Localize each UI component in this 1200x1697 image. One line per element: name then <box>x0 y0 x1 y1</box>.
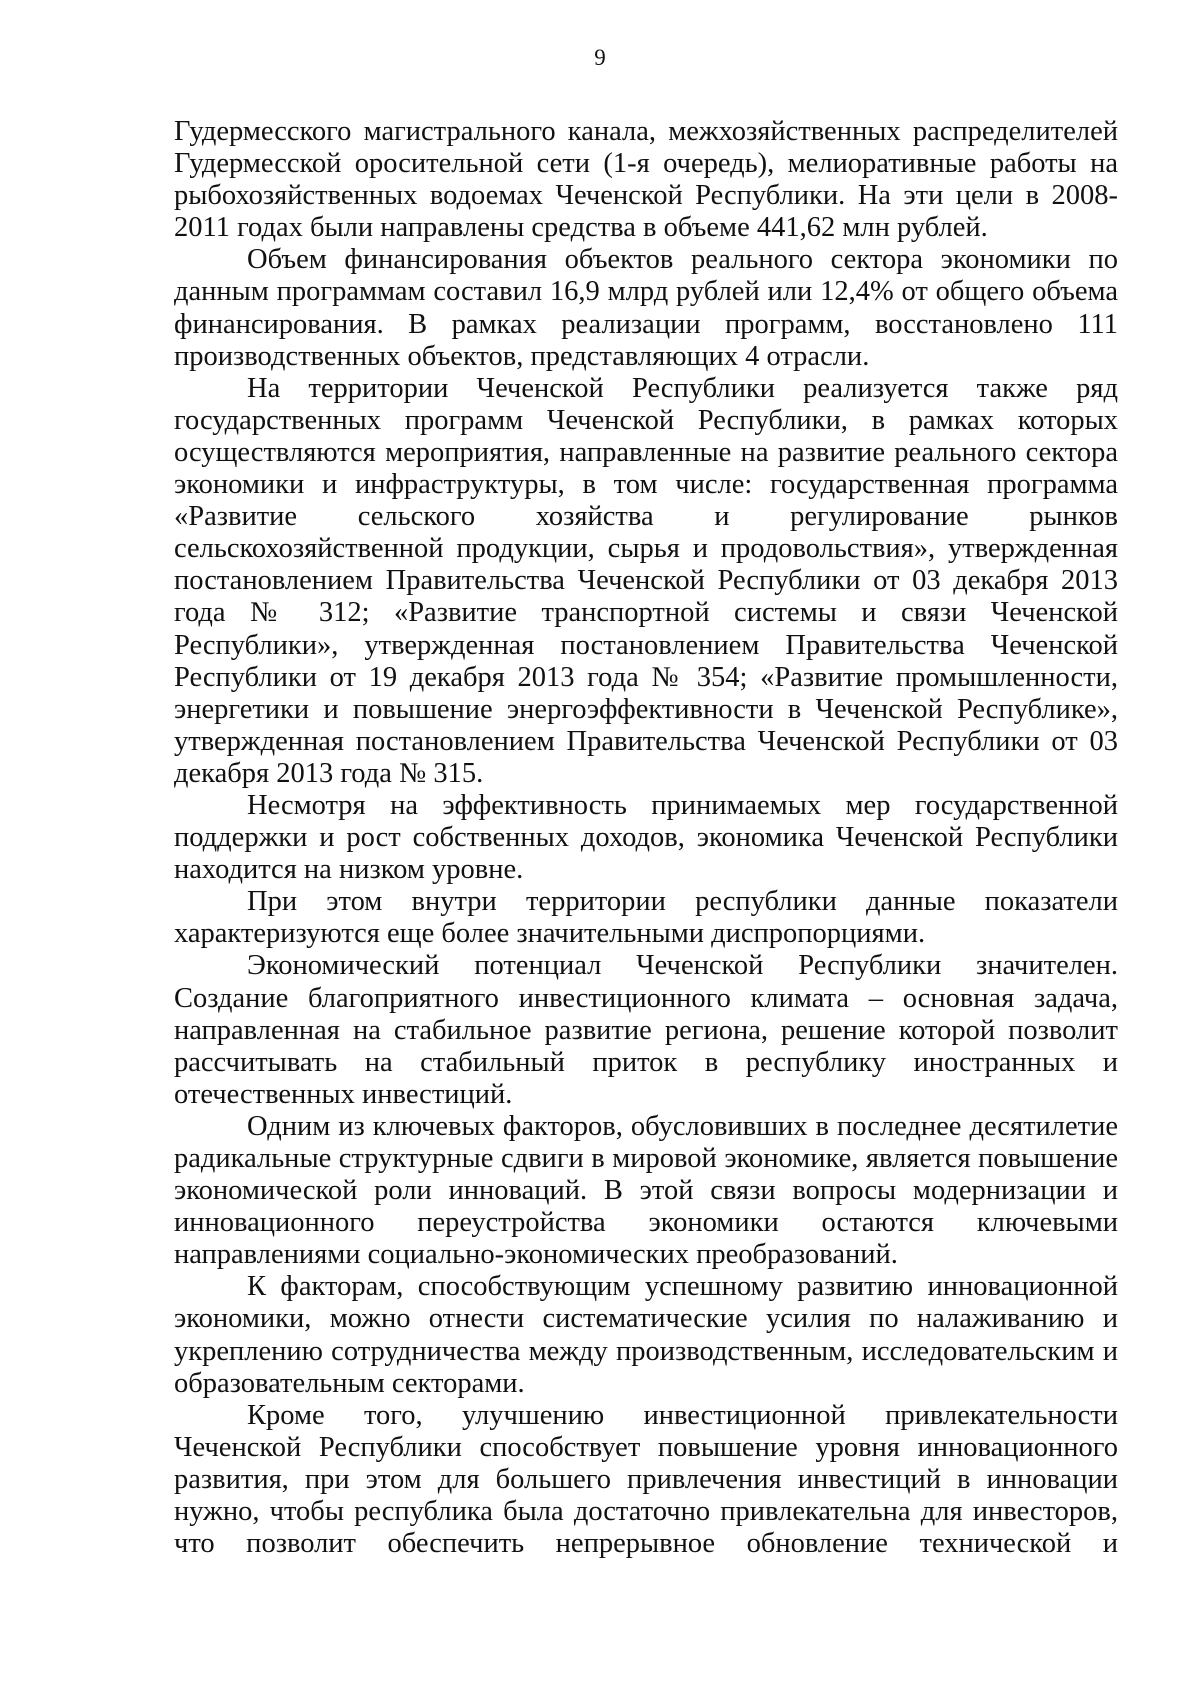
paragraph: Кроме того, улучшению инвестиционной привлекательности Чеченской Республики способствует повышение уровня инновационного развития, при этом для большего привлечения инвестиций в инновации нужно, чтобы республика была достаточно привлекательна для инвесторов, что позволит обеспечить непрерывное обновление технической и <box>174 1399 1118 1560</box>
paragraph-continued: Гудермесского магистрального канала, межхозяйственных распределителей Гудермесской оросительной сети (1-я очередь), мелиоративные работы на рыбохозяйственных водоемах Чеченской Республики. На эти цели в 2008-2011 годах были направлены средства в объеме 441,62 млн рублей. <box>174 116 1118 244</box>
document-body <box>174 116 1118 1560</box>
paragraph: Объем финансирования объектов реального сектора экономики по данным программам составил 16,9 млрд рублей или 12,4% от общего объема финансирования. В рамках реализации программ, восстановлено 111 производственных объектов, представляющих 4 отрасли. <box>174 244 1118 372</box>
paragraph: При этом внутри территории республики данные показатели характеризуются еще более значительными диспропорциями. <box>174 886 1118 950</box>
paragraph: Одним из ключевых факторов, обусловивших в последнее десятилетие радикальные структурные сдвиги в мировой экономике, является повышение экономической роли инноваций. В этой связи вопросы модернизации и инновационного переустройства экономики остаются ключевыми направлениями социально-экономических преобразований. <box>174 1110 1118 1271</box>
paragraph: На территории Чеченской Республики реализуется также ряд государственных программ Чеченской Республики, в рамках которых осуществляются мероприятия, направленные на развитие реального сектора экономики и инфраструктуры, в том числе: государственная программа «Развитие сельского хозяйства и регулирование рынков сельскохозяйственной продукции, сырья и продовольствия», утвержденная постановлением Правительства Чеченской Республики от 03 декабря 2013 года № 312; «Развитие транспортной системы и связи Чеченской Республики», утвержденная постановлением Правительства Чеченской Республики от 19 декабря 2013 года № 354; «Развитие промышленности, энергетики и повышение энергоэффективности в Чеченской Республике», утвержденная постановлением Правительства Чеченской Республики от 03 декабря 2013 года № 315. <box>174 372 1118 789</box>
paragraph: К факторам, способствующим успешному развитию инновационной экономики, можно отнести систематические усилия по налаживанию и укреплению сотрудничества между производственным, исследовательским и образовательным секторами. <box>174 1271 1118 1399</box>
page-number: 9 <box>594 45 606 70</box>
paragraph: Несмотря на эффективность принимаемых мер государственной поддержки и рост собственных доходов, экономика Чеченской Республики находится на низком уровне. <box>174 789 1118 886</box>
paragraph: Экономический потенциал Чеченской Республики значителен. Создание благоприятного инвестиционного климата – основная задача, направленная на стабильное развитие региона, решение которой позволит рассчитывать на стабильный приток в республику иностранных и отечественных инвестиций. <box>174 950 1118 1110</box>
